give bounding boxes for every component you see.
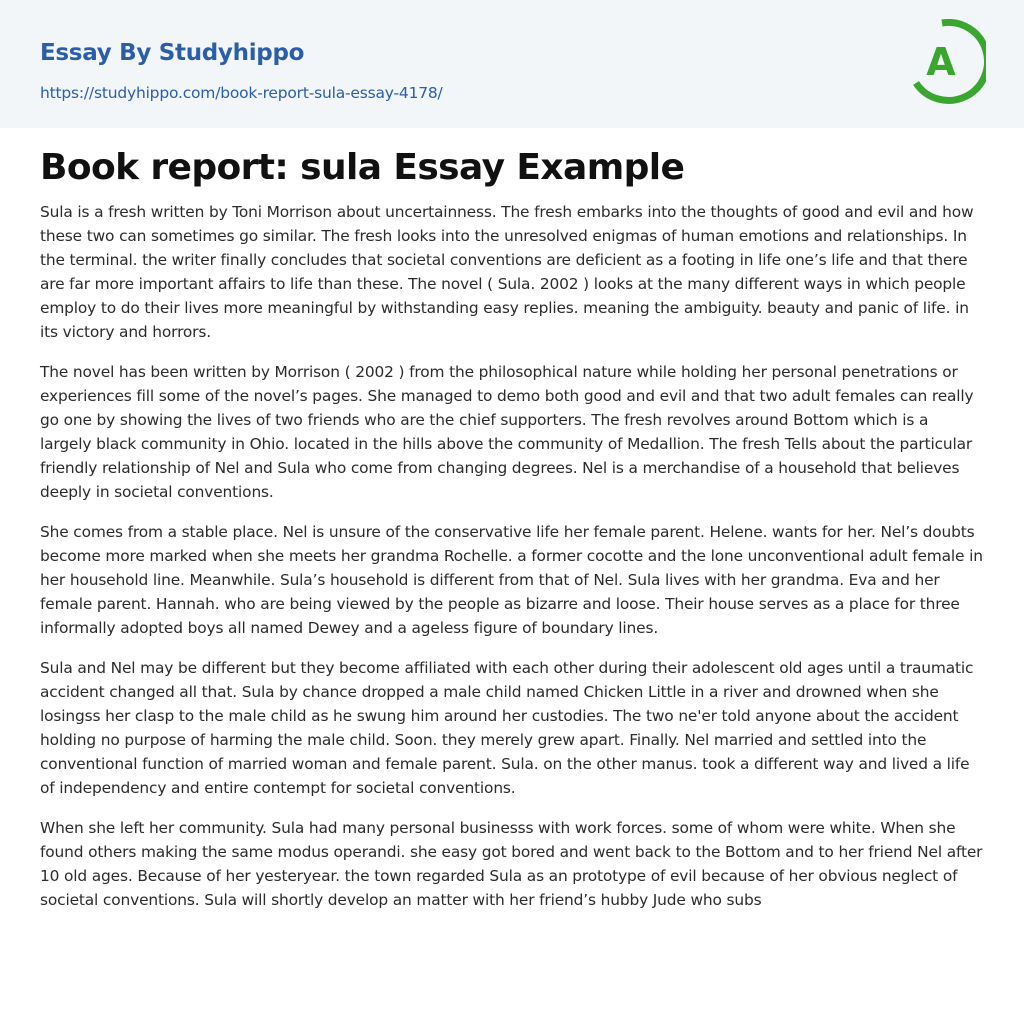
article-paragraph: When she left her community. Sula had many personal businesss with work forces. some of whom were white. When she found others making the same modus operandi. she easy got bored and went back to the Bottom and to her friend Nel after 10 old ages. Because of her yesteryear. the town regarded Sula as an prototype of evil because of her obvious neglect of societal conventions. Sula will shortly develop an matter with her friend’s hubby Jude who subs <box>40 819 983 909</box>
article-paragraph: Sula and Nel may be different but they become affiliated with each other during their adolescent old ages until a traumatic accident changed all that. Sula by chance dropped a male child named Chicken Little in a river and drowned when she losingss her clasp to the male child as he swung him around her custodies. The two ne'er told anyone about the accident holding no purpose of harming the male child. Soon. they merely grew apart. Finally. Nel married and settled into the conventional function of married woman and female parent. Sula. on the other manus. took a different way and lived a life of independency and entire contempt for societal conventions. <box>40 659 974 797</box>
source-url-link[interactable]: https://studyhippo.com/book-report-sula-essay-4178/ <box>40 84 443 102</box>
logo-letter: A <box>926 40 956 84</box>
article <box>0 148 1024 912</box>
studyhippo-logo[interactable] <box>912 19 986 105</box>
page-header <box>0 0 1024 128</box>
site-title[interactable]: Essay By Studyhippo <box>40 40 305 66</box>
article-paragraph: Sula is a fresh written by Toni Morrison about uncertainness. The fresh embarks into the thoughts of good and evil and how these two can sometimes go similar. The fresh looks into the unresolved enigmas of human emotions and relationships. In the terminal. the writer finally concludes that societal conventions are deficient as a footing in life one’s life and that there are far more important affairs to life than these. The novel ( Sula. 2002 ) looks at the many different ways in which people employ to do their lives more meaningful by withstanding easy replies. meaning the ambiguity. beauty and panic of life. in its victory and horrors. <box>40 203 974 341</box>
page-title: Book report: sula Essay Example <box>40 147 685 188</box>
article-paragraph: She comes from a stable place. Nel is unsure of the conservative life her female parent. Helene. wants for her. Nel’s doubts become more marked when she meets her grandma Rochelle. a former cocotte and the lone unconventional adult female in her household line. Meanwhile. Sula’s household is different from that of Nel. Sula lives with her grandma. Eva and her female parent. Hannah. who are being viewed by the people as bizarre and loose. Their house serves as a place for three informally adopted boys all named Dewey and a ageless figure of boundary lines. <box>40 523 983 637</box>
article-paragraph: The novel has been written by Morrison ( 2002 ) from the philosophical nature while holding her personal penetrations or experiences fill some of the novel’s pages. She managed to demo both good and evil and that two adult females can really go one by showing the lives of two friends who are the chief supporters. The fresh revolves around Bottom which is a largely black community in Ohio. located in the hills above the community of Medallion. The fresh Tells about the particular friendly relationship of Nel and Sula who come from changing degrees. Nel is a merchandise of a household that believes deeply in societal conventions. <box>40 363 974 501</box>
